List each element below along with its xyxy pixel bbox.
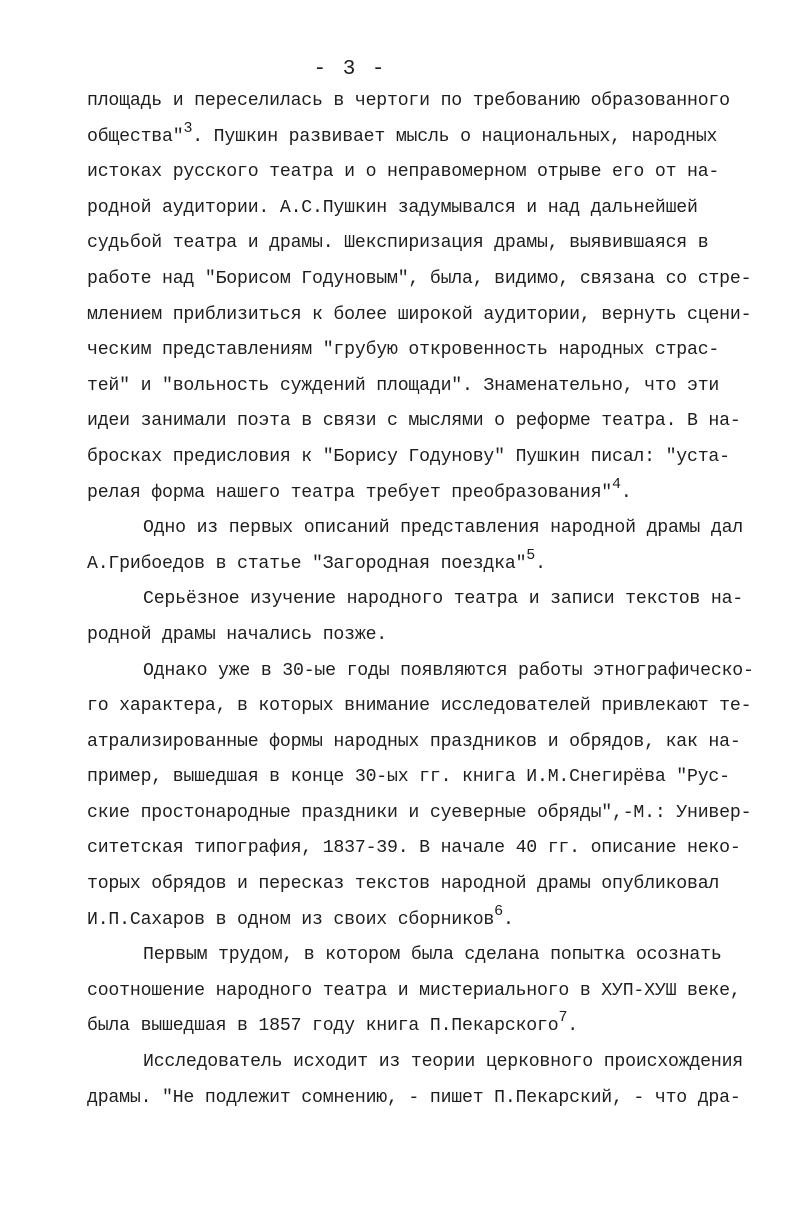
line-text: А.Грибоедов в статье "Загородная поездка" bbox=[87, 553, 527, 574]
text-line bbox=[87, 938, 767, 974]
text-line bbox=[87, 476, 767, 512]
text-line bbox=[87, 654, 767, 690]
line-text-tail: . bbox=[535, 553, 546, 574]
line-text-tail: . bbox=[620, 482, 632, 503]
text-line bbox=[87, 404, 767, 440]
line-text: ческим представлениям "грубую откровенность народных страс- bbox=[87, 340, 720, 361]
line-text-tail: . bbox=[567, 1016, 578, 1037]
text-line bbox=[87, 440, 767, 476]
text-line bbox=[87, 191, 767, 227]
text-line bbox=[87, 333, 767, 369]
body-text bbox=[87, 84, 767, 1116]
line-text: общества" bbox=[87, 126, 184, 147]
text-line bbox=[87, 903, 767, 939]
footnote-ref: 3 bbox=[183, 119, 193, 137]
text-line bbox=[87, 618, 767, 654]
line-text: торых обрядов и пересказ текстов народной драмы опубликовал bbox=[87, 874, 720, 895]
line-text-tail: . Пушкин развивает мысль о национальных, народных bbox=[192, 126, 718, 147]
text-line bbox=[87, 84, 767, 120]
text-line bbox=[87, 760, 767, 796]
line-text: ские простонародные праздники и суеверные обряды",-М.: Универ- bbox=[87, 802, 752, 823]
text-line bbox=[87, 582, 767, 618]
text-line bbox=[87, 547, 767, 583]
page-number: - 3 - bbox=[313, 58, 387, 81]
line-text: го характера, в которых внимание исследователей привлекают те- bbox=[87, 696, 752, 717]
line-text: пример, вышедшая в конце 30-ых гг. книга И.М.Снегирёва "Рус- bbox=[87, 767, 730, 788]
line-text: Исследователь исходит из теории церковного происхождения bbox=[143, 1052, 743, 1073]
line-text: Серьёзное изучение народного театра и записи текстов на- bbox=[143, 589, 743, 610]
text-line bbox=[87, 974, 767, 1010]
footnote-ref: 4 bbox=[612, 475, 621, 493]
line-text: тей" и "вольность суждений площади". Знаменательно, что эти bbox=[87, 375, 720, 396]
line-text: площадь и переселилась в чертоги по требованию образованного bbox=[87, 91, 730, 111]
footnote-ref: 7 bbox=[558, 1009, 568, 1027]
line-text: соотношение народного театра и мистериального в ХУП-ХУШ веке, bbox=[87, 980, 741, 1001]
text-line bbox=[87, 867, 767, 903]
footnote-ref: 6 bbox=[494, 902, 503, 920]
text-line bbox=[87, 1081, 767, 1117]
line-text: Одно из первых описаний представления народной драмы дал bbox=[143, 518, 743, 539]
text-line bbox=[87, 689, 767, 725]
line-text-tail: . bbox=[502, 909, 514, 930]
text-line bbox=[87, 298, 767, 334]
line-text: релая форма нашего театра требует преобразования" bbox=[87, 482, 612, 503]
text-line bbox=[87, 725, 767, 761]
line-text: Однако уже в 30-ые годы появляются работы этнографическо- bbox=[143, 660, 754, 681]
line-text: млением приблизиться к более широкой аудитории, вернуть сцени- bbox=[87, 304, 752, 325]
line-text: И.П.Сахаров в одном из своих сборников bbox=[87, 909, 495, 930]
line-text: Первым трудом, в котором была сделана попытка осознать bbox=[143, 945, 722, 966]
line-text: идеи занимали поэта в связи с мыслями о реформе театра. В на- bbox=[87, 411, 741, 432]
text-line bbox=[87, 511, 767, 547]
text-line bbox=[87, 796, 767, 832]
line-text: истоках русского театра и о неправомерном отрыве его от на- bbox=[87, 162, 720, 183]
text-line bbox=[87, 1045, 767, 1081]
text-line bbox=[87, 369, 767, 405]
text-line bbox=[87, 831, 767, 867]
text-line bbox=[87, 226, 767, 262]
text-line bbox=[87, 155, 767, 191]
text-line bbox=[87, 1009, 767, 1045]
line-text: была вышедшая в 1857 году книга П.Пекарского bbox=[87, 1016, 559, 1037]
line-text: работе над "Борисом Годуновым", была, видимо, связана со стре- bbox=[87, 268, 752, 289]
line-text: судьбой театра и драмы. Шекспиризация драмы, выявившаяся в bbox=[87, 233, 709, 254]
line-text: родной драмы начались позже. bbox=[87, 624, 387, 645]
line-text: ситетская типография, 1837-39. В начале 40 гг. описание неко- bbox=[87, 838, 741, 859]
line-text: родной аудитории. А.С.Пушкин задумывался и над дальнейшей bbox=[87, 197, 698, 218]
line-text: драмы. "Не подлежит сомнению, - пишет П.Пекарский, - что дра- bbox=[87, 1087, 741, 1108]
line-text: атрализированные формы народных праздников и обрядов, как на- bbox=[87, 731, 741, 752]
footnote-ref: 5 bbox=[526, 546, 536, 564]
text-line bbox=[87, 120, 767, 156]
text-line bbox=[87, 262, 767, 298]
line-text: бросках предисловия к "Борису Годунову" Пушкин писал: "уста- bbox=[87, 446, 730, 467]
